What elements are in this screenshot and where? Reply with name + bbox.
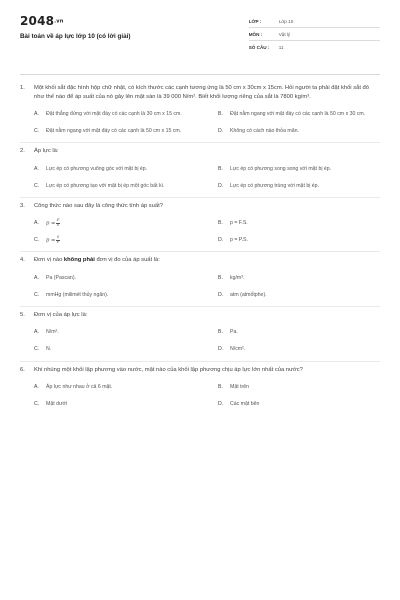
option-c[interactable] xyxy=(34,232,210,249)
fraction-numerator: S xyxy=(56,235,60,240)
question-text: Đơn vị của áp lực là: xyxy=(34,311,88,318)
option-letter: B. xyxy=(218,274,223,281)
option-letter: A. xyxy=(34,110,39,117)
option-letter: A. xyxy=(34,165,39,172)
option-text: p = P.S. xyxy=(230,237,248,244)
option-letter: D. xyxy=(218,291,224,298)
option-text: Đặt thẳng đứng với mặt đáy có các cạnh là 30 cm x 15 cm. xyxy=(46,110,182,117)
option-text: Lực ép có phương song song với mặt bị ép. xyxy=(230,165,332,172)
option-formula xyxy=(46,236,210,245)
option-letter: C. xyxy=(34,400,40,407)
option-b[interactable] xyxy=(218,325,394,342)
option-text: p = F.S. xyxy=(230,220,248,227)
option-c[interactable] xyxy=(34,342,210,359)
logo-text: 2048 xyxy=(20,14,55,28)
option-b[interactable] xyxy=(218,106,394,123)
question-number: 4. xyxy=(20,257,25,264)
question-text-post: đơn vị đo của áp suất là: xyxy=(94,257,160,264)
option-d[interactable] xyxy=(218,342,394,359)
question-number: 2. xyxy=(20,148,25,155)
question-4 xyxy=(20,252,380,307)
meta-value: Lớp 10 xyxy=(278,18,294,24)
option-c[interactable] xyxy=(34,287,210,304)
option-letter: C. xyxy=(34,237,40,244)
question-text: Khi nhúng một khối lập phương vào nước, mặt nào của khối lập phương chịu áp lực lớn nhất của nước? xyxy=(34,366,303,373)
formula-lhs: p = xyxy=(46,238,56,244)
option-text: N. xyxy=(46,346,52,353)
option-text: mmHg (milimét thủy ngân). xyxy=(46,291,109,298)
meta-label: LỚP : xyxy=(248,18,262,24)
option-letter: B. xyxy=(218,165,223,172)
options xyxy=(20,379,380,413)
option-letter: D. xyxy=(218,237,224,244)
option-b[interactable] xyxy=(218,215,394,232)
question-6 xyxy=(20,362,380,414)
option-letter: C. xyxy=(34,182,40,189)
formula-lhs: p = xyxy=(46,221,56,227)
option-letter: C. xyxy=(34,291,40,298)
option-text: atm (atmốtphe). xyxy=(230,291,267,298)
meta-info xyxy=(249,14,380,74)
option-b[interactable] xyxy=(218,379,394,396)
option-letter: B. xyxy=(218,383,223,390)
meta-row-subject xyxy=(249,28,380,41)
question-number: 5. xyxy=(20,311,25,318)
option-letter: D. xyxy=(218,127,224,134)
option-letter: B. xyxy=(218,329,223,336)
question-5 xyxy=(20,307,380,362)
option-a[interactable] xyxy=(34,270,210,287)
option-d[interactable] xyxy=(218,232,394,249)
option-a[interactable] xyxy=(34,325,210,342)
option-letter: B. xyxy=(218,110,223,117)
option-d[interactable] xyxy=(218,287,394,304)
fraction-denominator: S xyxy=(56,223,60,228)
option-b[interactable] xyxy=(218,270,394,287)
options xyxy=(20,325,380,359)
logo-suffix: .vn xyxy=(54,18,64,25)
option-letter: B. xyxy=(218,220,223,227)
meta-label: SỐ CÂU : xyxy=(248,45,270,50)
question-number: 6. xyxy=(20,366,25,373)
question-1 xyxy=(20,80,380,143)
header-divider xyxy=(20,74,380,75)
option-c[interactable] xyxy=(34,178,210,195)
option-a[interactable] xyxy=(34,379,210,396)
fraction xyxy=(56,219,60,228)
option-text: Lực ép có phương tạo với mặt bị ép một góc bất kì. xyxy=(46,182,165,189)
question-list xyxy=(20,80,380,413)
option-a[interactable] xyxy=(34,215,210,232)
question-text: Công thức nào sau đây là công thức tính áp suất? xyxy=(34,202,163,209)
site-logo[interactable] xyxy=(20,14,249,28)
option-formula xyxy=(46,219,210,228)
option-d[interactable] xyxy=(218,123,394,140)
option-c[interactable] xyxy=(34,396,210,413)
option-text: Các mặt bên xyxy=(230,400,260,407)
option-text: Mặt trên xyxy=(230,383,250,390)
option-letter: D. xyxy=(218,346,224,353)
option-text: Áp lực như nhau ở cả 6 mặt. xyxy=(46,383,113,390)
option-text: Lực ép có phương vuông góc với mặt bị ép. xyxy=(46,165,148,172)
option-b[interactable] xyxy=(218,161,394,178)
fraction-numerator: F xyxy=(56,218,60,223)
option-a[interactable] xyxy=(34,161,210,178)
option-text: Đặt nằm ngang với mặt đáy có các cạnh là 50 cm x 30 cm. xyxy=(230,110,366,117)
document-title: Bài toán về áp lực lớp 10 (có lời giải) xyxy=(20,33,131,40)
meta-row-class xyxy=(249,15,380,28)
question-text-pre: Đơn vị nào xyxy=(34,257,64,264)
fraction xyxy=(56,236,59,245)
options xyxy=(20,106,380,140)
option-letter: D. xyxy=(218,182,224,189)
option-letter: C. xyxy=(34,346,40,353)
question-text: Áp lực là: xyxy=(34,148,59,155)
options xyxy=(20,270,380,304)
options xyxy=(20,215,380,249)
meta-value: 11 xyxy=(278,45,284,50)
fraction-denominator: F xyxy=(56,240,60,245)
option-a[interactable] xyxy=(34,106,210,123)
option-letter: C. xyxy=(34,127,40,134)
question-2 xyxy=(20,143,380,198)
meta-row-count xyxy=(249,41,380,54)
options xyxy=(20,161,380,195)
option-d[interactable] xyxy=(218,396,394,413)
option-text: N/m². xyxy=(46,329,59,336)
question-number: 3. xyxy=(20,202,25,209)
option-text: N/cm². xyxy=(230,346,246,353)
meta-value: Vật lý xyxy=(278,31,291,37)
option-text: Pa. xyxy=(230,329,238,336)
option-letter: D. xyxy=(218,400,224,407)
option-letter: A. xyxy=(34,383,39,390)
question-text: Một khối sắt đặc hình hộp chữ nhật, có kích thước các cạnh tương ứng là 50 cm x 30cm x 15cm. Hỏi người ta phải đặt khối sắt đó như thế nào để áp suất của nó gây lên mặt sàn là 39 000 N/m². Biết khối lượng riêng của sắt là 7800 kg/m³. xyxy=(34,85,369,100)
header xyxy=(20,14,380,74)
option-text: Không có cách nào thỏa mãn. xyxy=(230,127,299,134)
option-d[interactable] xyxy=(218,178,394,195)
option-letter: A. xyxy=(34,274,39,281)
option-text: Mặt dưới xyxy=(46,400,68,407)
meta-label: MÔN : xyxy=(248,31,263,37)
question-3 xyxy=(20,198,380,253)
option-c[interactable] xyxy=(34,123,210,140)
question-text-emphasis: không phải xyxy=(63,257,95,264)
option-letter: A. xyxy=(34,220,39,227)
option-letter: A. xyxy=(34,329,39,336)
question-text xyxy=(34,256,380,265)
question-number: 1. xyxy=(20,85,25,91)
option-text: Pa (Pascan). xyxy=(46,274,76,281)
option-text: Lực ép có phương trùng với mặt bị ép. xyxy=(230,182,320,189)
option-text: Đặt nằm ngang với mặt đáy có các cạnh là 50 cm x 15 cm. xyxy=(46,127,182,134)
header-left xyxy=(20,14,249,74)
option-text: kg/m³. xyxy=(230,274,245,281)
